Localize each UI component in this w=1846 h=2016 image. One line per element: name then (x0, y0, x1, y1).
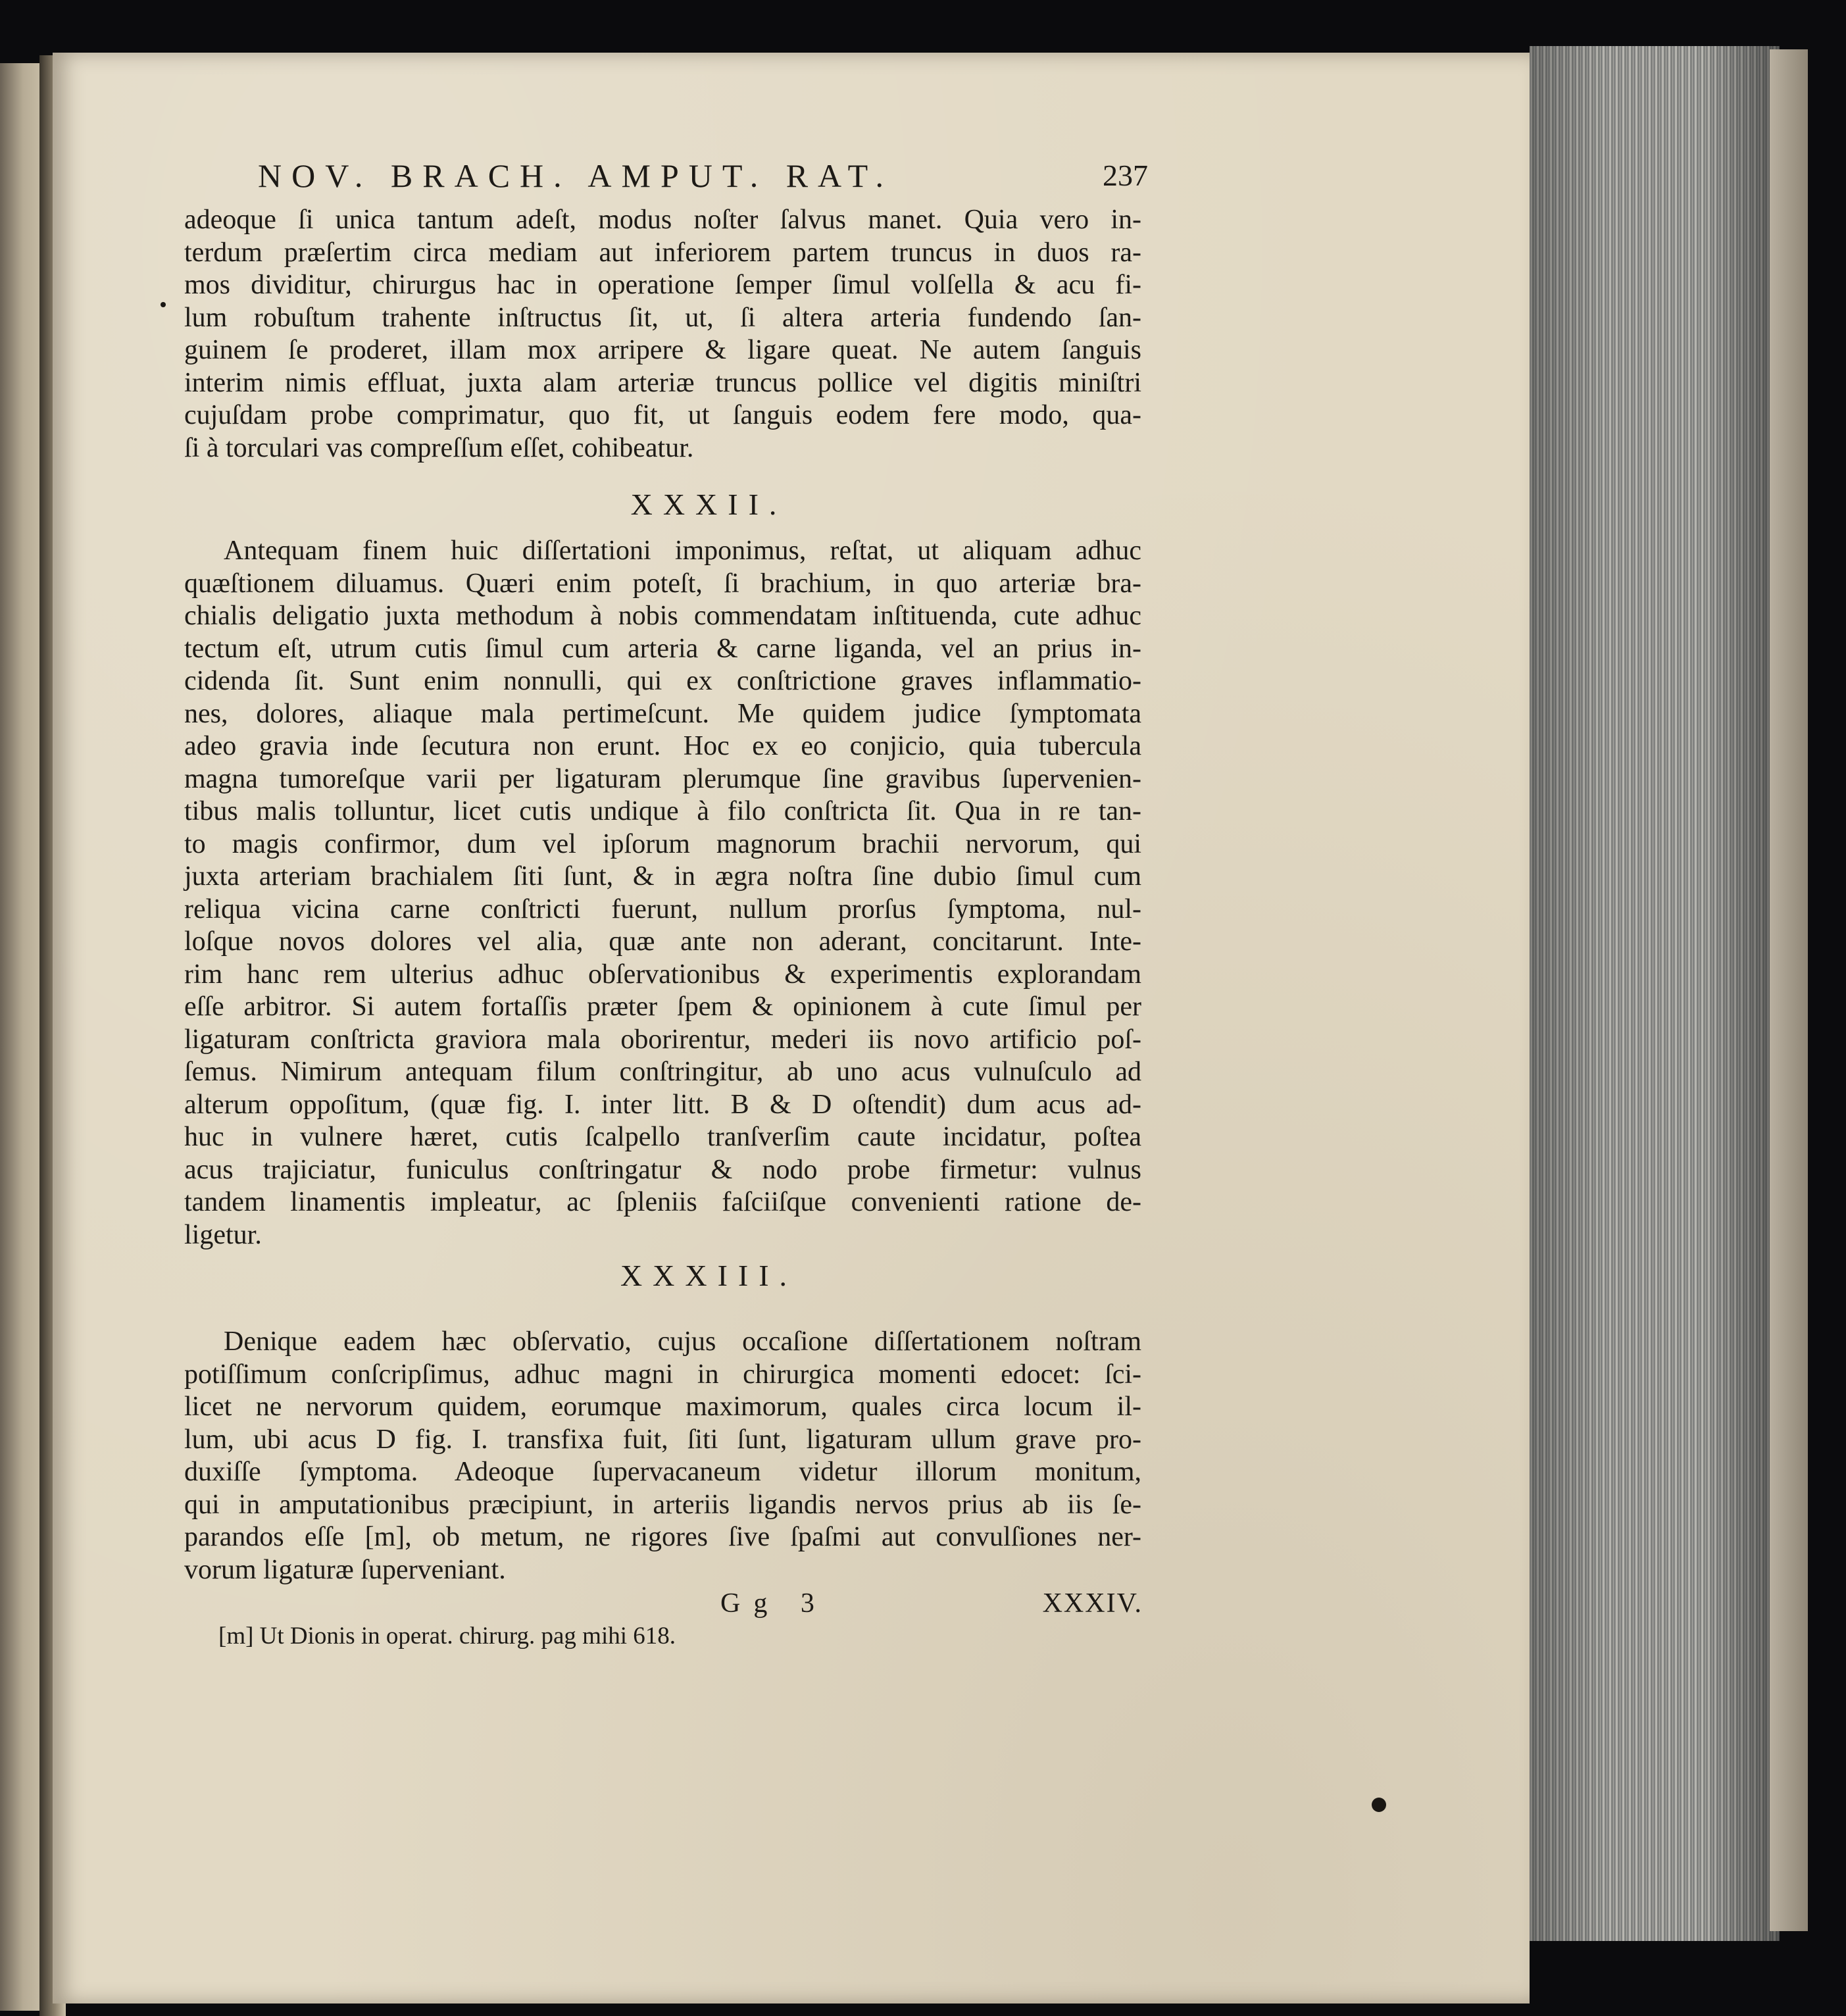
text-line: parandos eſſe [m], ob metum, ne rigores ſive ſpaſmi aut convulſiones ner- (184, 1522, 1141, 1552)
ink-spot (1372, 1798, 1386, 1812)
paragraph-1 (184, 204, 1141, 465)
text-line: alterum oppoſitum, (quæ fig. I. inter litt. B & D oſtendit) dum acus ad- (184, 1089, 1141, 1120)
text-line: rim hanc rem ulterius adhuc obſervationibus & experimentis explorandam (184, 959, 1141, 990)
text-line: cidenda ſit. Sunt enim nonnulli, qui ex conſtrictione graves inflammatio- (184, 666, 1141, 696)
text-line: licet ne nervorum quidem, eorumque maximorum, quales circa locum il- (184, 1392, 1141, 1422)
text-line: tibus malis tolluntur, licet cutis undique à filo conſtricta ſit. Qua in re tan- (184, 796, 1141, 826)
page-number: 237 (1103, 159, 1148, 192)
text-line: tandem linamentis impleatur, ac ſpleniis faſciiſque convenienti ratione de- (184, 1187, 1141, 1217)
text-line: eſſe arbitror. Si autem fortaſſis præter ſpem & opinionem à cute ſimul per (184, 992, 1141, 1022)
text-line: nes, dolores, aliaque mala pertimeſcunt. Me quidem judice ſymptomata (184, 698, 1141, 729)
text-line: Antequam finem huic diſſertationi imponimus, reſtat, ut aliquam adhuc (224, 536, 1141, 566)
ink-spot (161, 302, 166, 307)
paragraph-2 (184, 535, 1141, 1251)
text-line: qui in amputationibus præcipiunt, in arteriis ligandis nervos prius ab iis ſe- (184, 1489, 1141, 1520)
catchword: XXXIV. (1042, 1588, 1143, 1619)
back-cover-edge (1770, 49, 1808, 1931)
text-line: acus trajiciatur, funiculus conſtringatur & nodo probe firmetur: vulnus (184, 1154, 1141, 1185)
text-line: terdum præſertim circa mediam aut inferiorem partem truncus in duos ra- (184, 237, 1141, 268)
text-line: reliqua vicina carne conſtricti fuerunt, nullum prorſus ſymptoma, nul- (184, 894, 1141, 924)
text-line: ligaturam conſtricta graviora mala oborirentur, mederi iis novo artificio poſ- (184, 1024, 1141, 1055)
text-line: vorum ligaturæ ſuperveniant. (184, 1554, 506, 1585)
text-line: ſi à torculari vas compreſſum eſſet, cohibeatur. (184, 432, 694, 463)
text-line: chialis deligatio juxta methodum à nobis commendatam inſtituenda, cute adhuc (184, 601, 1141, 631)
signature-mark: Gg 3 (720, 1588, 828, 1619)
text-line: guinem ſe proderet, illam mox arripere & ligare queat. Ne autem ſanguis (184, 335, 1141, 365)
text-line: magna tumoreſque varii per ligaturam plerumque ſine gravibus ſupervenien- (184, 763, 1141, 794)
text-line: lum, ubi acus D fig. I. transfixa fuit, ſiti ſunt, ligaturam ullum grave pro- (184, 1424, 1141, 1455)
text-line: duxiſſe ſymptoma. Adeoque ſupervacaneum videtur illorum monitum, (184, 1457, 1141, 1487)
text-line: mos dividitur, chirurgus hac in operatione ſemper ſimul volſella & acu fi- (184, 270, 1141, 300)
text-line: cujuſdam probe comprimatur, quo fit, ut ſanguis eodem fere modo, qua- (184, 400, 1141, 430)
text-line: adeoque ſi unica tantum adeſt, modus noſter ſalvus manet. Quia vero in- (184, 205, 1141, 235)
page-text (184, 151, 1148, 1650)
text-line: loſque novos dolores vel alia, quæ ante non aderant, concitarunt. Inte- (184, 926, 1141, 957)
section-heading-xxxiii: XXXIII. (620, 1259, 798, 1292)
text-line: ſemus. Nimirum antequam filum conſtringitur, ab uno acus vulnuſculo ad (184, 1057, 1141, 1087)
text-line: interim nimis effluat, juxta alam arteriæ truncus pollice vel digitis miniſtri (184, 367, 1141, 398)
text-line: tectum eſt, utrum cutis ſimul cum arteria & carne liganda, vel an prius in- (184, 633, 1141, 664)
text-line: Denique eadem hæc obſervatio, cujus occaſione diſſertationem noſtram (224, 1326, 1141, 1357)
running-head (184, 151, 1148, 204)
running-head-title: NOV. BRACH. AMPUT. RAT. (258, 157, 893, 194)
text-line: quæſtionem diluamus. Quæri enim poteſt, ſi brachium, in quo arteriæ bra- (184, 568, 1141, 599)
text-line: huc in vulnere hæret, cutis ſcalpello tranſverſim caute incidatur, poſtea (184, 1122, 1141, 1152)
text-line: lum robuſtum trahente inſtructus ſit, ut, ſi altera arteria fundendo ſan- (184, 302, 1141, 333)
text-line: adeo gravia inde ſecutura non erunt. Hoc ex eo conjicio, quia tubercula (184, 731, 1141, 761)
signature-row (184, 1586, 1141, 1621)
text-line: potiſſimum conſcripſimus, adhuc magni in chirurgica momenti edocet: ſci- (184, 1359, 1141, 1390)
text-line: ligetur. (184, 1219, 262, 1250)
fore-edge-shadow (1530, 46, 1780, 1941)
text-line: juxta arteriam brachialem ſiti ſunt, & in ægra noſtra ſine dubio ſimul cum (184, 861, 1141, 892)
text-line: to magis confirmor, dum vel ipſorum magnorum brachii nervorum, qui (184, 828, 1141, 859)
paragraph-3 (184, 1326, 1141, 1586)
section-heading-xxxii: XXXII. (630, 488, 787, 521)
footnote: [m] Ut Dionis in operat. chirurg. pag mihi 618. (218, 1623, 676, 1650)
